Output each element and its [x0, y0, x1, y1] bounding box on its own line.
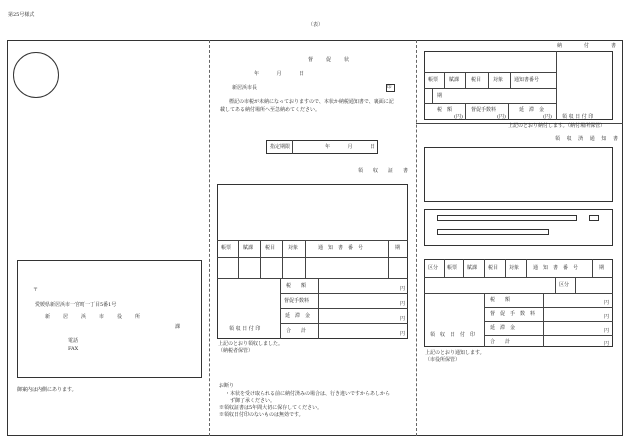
- fax-label: FAX: [68, 346, 79, 352]
- pay-col-taisho: 対象: [493, 77, 504, 83]
- received-note: （納税者保管）: [218, 348, 254, 354]
- pay-col-line: [488, 72, 489, 88]
- yen-unit: 円: [604, 328, 610, 334]
- amount-label-late: 延 滞 金: [285, 313, 311, 319]
- notice-row-line: [424, 293, 613, 294]
- fold-line-right: [416, 40, 417, 436]
- n-col-chohyo: 帳票: [447, 265, 458, 271]
- yen-unit: 円: [604, 314, 610, 320]
- yen-paren: (円): [454, 114, 463, 120]
- n-amount-col: [484, 293, 485, 347]
- receipt-col-line: [305, 240, 306, 278]
- pay-col-zeimoku: 税目: [471, 77, 482, 83]
- deadline-value: 年 月 日: [325, 144, 378, 150]
- receipt-table: [217, 184, 408, 339]
- notice-col-line: [505, 259, 506, 277]
- n-amt-tax: 税 額: [490, 297, 511, 303]
- notice-slip-title: 領 収 済 通 知 書: [555, 136, 621, 142]
- pay-col-fuka: 賦課: [449, 77, 460, 83]
- pay-period-line: [432, 88, 433, 103]
- payment-title: 納 付 書: [557, 43, 621, 49]
- col-zeimoku: 税目: [265, 245, 276, 251]
- n-col-notice-no: 通 知 書 番 号: [533, 265, 579, 271]
- deadline-divider: [292, 140, 293, 154]
- yen-paren: (円): [497, 114, 506, 120]
- n-amount-row: [484, 321, 613, 322]
- col-period: 期: [395, 245, 401, 251]
- issue-date: 年 月 日: [254, 71, 307, 77]
- receipt-date-stamp: 領 収 日 付 印: [229, 326, 261, 332]
- n-col-period: 期: [599, 265, 605, 271]
- side-label: （表）: [308, 22, 324, 28]
- amount-label-fee: 督促手数料: [284, 298, 310, 304]
- col-fuka: 賦課: [243, 245, 254, 251]
- receipt-col-line: [260, 240, 261, 278]
- n-col-kubun: 区分: [428, 265, 439, 271]
- office-dept: 課: [175, 324, 181, 330]
- yen-unit: 円: [400, 301, 406, 307]
- yen-unit: 円: [400, 331, 406, 337]
- phone-label: 電話: [68, 338, 79, 344]
- notice-title: 督 促 状: [308, 57, 354, 63]
- pay-col-line: [444, 72, 445, 88]
- form-number: 第25号様式: [8, 12, 35, 18]
- pay-row-line: [424, 103, 556, 104]
- postal-mark: 〒: [33, 287, 39, 293]
- notice-col-line: [463, 259, 464, 277]
- pay-col-chohyo: 帳票: [428, 77, 439, 83]
- n-amount-row: [484, 335, 613, 336]
- receipt-row-line: [217, 257, 408, 258]
- notice-blank-box: [424, 147, 613, 202]
- notice-body-1: 標記の市税が未納になっておりますので、本状か納税通知書で、裏面に記: [229, 99, 394, 105]
- received-line: 上記のとおり領収しました。: [218, 341, 284, 347]
- receipt-row-line: [217, 240, 408, 241]
- pay-col-line: [465, 72, 466, 88]
- amount-label-tax: 税 額: [286, 283, 307, 289]
- seal-mark: 印: [387, 85, 392, 90]
- notice-col-line: [484, 259, 485, 277]
- yen-paren: (円): [543, 114, 552, 120]
- n-col-fuka: 賦課: [467, 265, 478, 271]
- amount-label-total: 合 計: [286, 328, 307, 334]
- office-name: 新 居 浜 市 役 所: [45, 314, 145, 320]
- note-line: ※領収証書は5年間大切に保存してください。: [219, 405, 323, 411]
- n-col-taisho: 対象: [509, 265, 520, 271]
- notice-body-2: 載してある納付場所へ至急納めてください。: [220, 107, 321, 113]
- paid-line: 上記のとおり納付します。（納付場所保管）: [508, 123, 606, 129]
- receipt-col-line: [238, 240, 239, 278]
- kubun-line: [555, 277, 556, 293]
- note-line: ※領収日付印のないものは無効です。: [219, 412, 304, 418]
- pay-amt-tax: 税 額: [437, 107, 453, 113]
- notice-note: （市役所保管）: [425, 357, 461, 363]
- kubun-line: [575, 277, 576, 293]
- note-line: ・本状を受け取られる前に納付済みの場合は、行き違いですからあしから: [225, 391, 391, 397]
- n-col-zeimoku: 税目: [488, 265, 499, 271]
- yen-unit: 円: [400, 316, 406, 322]
- guide-note: 御案内は内側にあります。: [17, 387, 77, 393]
- pay-amt-fee: 督促手数料: [471, 107, 497, 113]
- deadline-label: 指定期限: [270, 144, 291, 150]
- barcode-field-2: [437, 229, 549, 235]
- pay-amt-late: 延 滞 金: [519, 107, 545, 113]
- n-amt-late: 延 滞 金: [490, 325, 516, 331]
- n-amt-total: 合 計: [490, 339, 511, 345]
- mayor-name: 新居浜市長: [232, 85, 258, 91]
- notice-line: 上記のとおり通知します。: [425, 350, 485, 356]
- pay-period-label: 期: [437, 93, 443, 99]
- city-address: 愛媛県新居浜市一宮町一丁目5番1号: [35, 302, 117, 308]
- notice-col-line: [444, 259, 445, 277]
- receipt-title: 領 収 証 書: [358, 168, 411, 174]
- amount-row-line: [280, 323, 408, 324]
- pay-row-line: [424, 88, 556, 89]
- notice-date-stamp: 領 収 日 付 印: [430, 332, 476, 338]
- notes-title: お断り: [219, 383, 235, 389]
- pay-col-line: [510, 72, 511, 88]
- pay-amount-col: [465, 103, 466, 120]
- pay-amount-col: [508, 103, 509, 120]
- barcode-field: [437, 215, 577, 221]
- col-taisho: 対象: [288, 245, 299, 251]
- amount-row-line: [280, 293, 408, 294]
- yen-unit: 円: [400, 286, 406, 292]
- stamp-circle: [13, 52, 59, 98]
- notice-col-line: [526, 259, 527, 277]
- receipt-col-line: [388, 240, 389, 278]
- pay-stamp-divider: [556, 51, 557, 120]
- yen-unit: 円: [604, 341, 610, 347]
- n-amount-row: [484, 307, 613, 308]
- n-amount-col: [543, 293, 544, 347]
- col-notice-no: 通 知 書 番 号: [318, 245, 364, 251]
- barcode-check: [589, 215, 599, 221]
- pay-col-notice-no: 通知書番号: [514, 77, 540, 83]
- notice-row-line: [424, 277, 613, 278]
- fold-line-left: [209, 40, 210, 436]
- amount-row-line: [280, 308, 408, 309]
- receipt-row-line: [217, 278, 408, 279]
- kubun-label: 区分: [559, 282, 570, 288]
- col-chohyo: 帳票: [221, 245, 232, 251]
- note-line: ず御了承ください。: [225, 398, 276, 404]
- yen-unit: 円: [604, 300, 610, 306]
- receipt-col-line: [282, 240, 283, 278]
- pay-date-stamp: 領 収 日 付 印: [562, 114, 594, 120]
- n-amt-fee: 督 促 手 数 料: [490, 311, 536, 317]
- notice-col-line: [592, 259, 593, 277]
